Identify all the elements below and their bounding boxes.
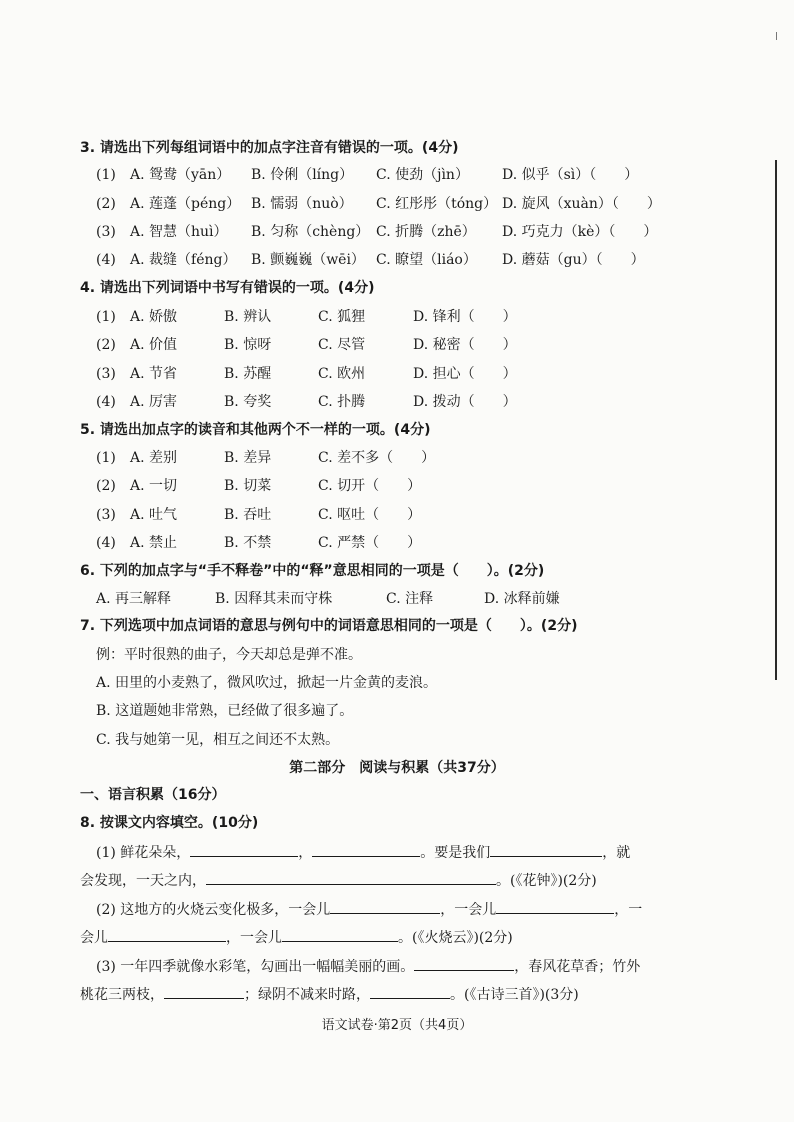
q5-row4-num: (4) (96, 535, 116, 551)
q8-blank-11[interactable] (370, 984, 450, 999)
q8-line6 (80, 984, 579, 1005)
q3-row1-a: A. 鸳鸯（yān） (130, 167, 231, 183)
q7-stem: 7. 下列选项中加点词语的意思与例句中的词语意思相同的一项是（ ）。(2分) (80, 618, 578, 634)
q8-line1-text-d: ，就 (602, 845, 631, 861)
q3-row4-d: D. 蘑菇（gu）（ ） (502, 252, 645, 268)
q3-row4-a: A. 裁缝（féng） (130, 252, 237, 268)
q8-blank-4[interactable] (206, 870, 496, 885)
q4-row4-d: D. 拨动（ ） (413, 394, 517, 410)
q8-line5 (96, 956, 640, 977)
q4-row4-b: B. 夸奖 (224, 394, 272, 410)
q5-row2-b: B. 切菜 (224, 478, 272, 494)
q5-row3-b: B. 吞吐 (224, 507, 272, 523)
q4-row1-c: C. 狐狸 (318, 309, 366, 325)
q4-row1-d: D. 锋利（ ） (413, 309, 517, 325)
q3-row3-d: D. 巧克力（kè）（ ） (502, 224, 658, 240)
q3-row2-c: C. 红彤彤（tóng） (376, 196, 498, 212)
q8-blank-5[interactable] (330, 899, 440, 914)
q5-row1-num: (1) (96, 450, 116, 466)
q8-line1-text-c: 。要是我们 (420, 845, 491, 861)
q3-row3-a: A. 智慧（huì） (130, 224, 228, 240)
q4-row2-c: C. 尽管 (318, 337, 366, 353)
q3-row2-num: (2) (96, 196, 116, 212)
q4-row4-c: C. 扑腾 (318, 394, 366, 410)
q3-row4-b: B. 颤巍巍（wēi） (251, 252, 365, 268)
q7-option-a: A. 田里的小麦熟了，微风吹过，掀起一片金黄的麦浪。 (96, 675, 438, 691)
q4-row4-a: A. 厉害 (130, 394, 178, 410)
q3-stem: 3. 请选出下列每组词语中的加点字注音有错误的一项。(4分) (80, 140, 459, 156)
q8-line3-text-c: ，一 (614, 902, 643, 918)
q4-row3-b: B. 苏醒 (224, 366, 272, 382)
q3-row1-b: B. 伶俐（líng） (251, 167, 354, 183)
q3-row2-b: B. 懦弱（nuò） (251, 196, 353, 212)
q8-blank-6[interactable] (496, 899, 614, 914)
q8-line1-text-b: ， (298, 845, 313, 861)
q6-option-b: B. 因释其耒而守株 (215, 591, 333, 607)
q8-blank-7[interactable] (108, 927, 226, 942)
q4-row2-b: B. 惊呀 (224, 337, 272, 353)
q3-row3-b: B. 匀称（chèng） (251, 224, 370, 240)
q5-row4-c: C. 严禁（ ） (318, 535, 422, 551)
q8-line2 (80, 870, 597, 891)
q4-row4-num: (4) (96, 394, 116, 410)
q5-stem: 5. 请选出加点字的读音和其他两个不一样的一项。(4分) (80, 422, 431, 438)
q8-line2-text-b: 。(《花钟》)(2分) (496, 873, 597, 889)
q8-line3-text-a: (2) 这地方的火烧云变化极多，一会儿 (96, 902, 331, 918)
q5-row4-b: B. 不禁 (224, 535, 272, 551)
q5-row2-num: (2) (96, 478, 116, 494)
q4-row1-num: (1) (96, 309, 116, 325)
q5-row3-a: A. 吐气 (130, 507, 178, 523)
q7-example: 例：平时很熟的曲子，今天却总是弹不准。 (96, 647, 362, 663)
q3-row1-c: C. 使劲（jìn） (376, 167, 469, 183)
q5-row3-c: C. 呕吐（ ） (318, 507, 422, 523)
q4-stem: 4. 请选出下列词语中书写有错误的一项。(4分) (80, 280, 375, 296)
q8-line5-text-b: ，春风花草香；竹外 (514, 959, 641, 975)
q8-line6-text-c: 。(《古诗三首》)(3分) (450, 987, 579, 1003)
q5-row4-a: A. 禁止 (130, 535, 178, 551)
q8-blank-1[interactable] (190, 842, 298, 857)
q4-row3-c: C. 欧州 (318, 366, 366, 382)
q4-row3-a: A. 节省 (130, 366, 178, 382)
binding-line (775, 160, 777, 680)
q8-blank-8[interactable] (282, 927, 398, 942)
q3-row1-num: (1) (96, 167, 116, 183)
q4-row3-num: (3) (96, 366, 116, 382)
page-footer: 语文试卷·第2页（共4页） (321, 1018, 473, 1033)
section1-title: 一、语言积累（16分） (80, 787, 226, 803)
q8-blank-10[interactable] (164, 984, 244, 999)
q5-row1-a: A. 差别 (130, 450, 178, 466)
q4-row1-a: A. 娇傲 (130, 309, 178, 325)
q8-line1 (96, 842, 630, 863)
q4-row2-num: (2) (96, 337, 116, 353)
q8-line2-text-a: 会发现，一天之内， (80, 873, 206, 889)
q3-row3-num: (3) (96, 224, 116, 240)
corner-mark (776, 32, 777, 40)
q8-line3 (96, 899, 642, 920)
q8-blank-3[interactable] (490, 842, 602, 857)
q6-option-c: C. 注释 (386, 591, 434, 607)
q5-row1-c: C. 差不多（ ） (318, 450, 436, 466)
q8-line4-text-b: ，一会儿 (226, 930, 282, 946)
q8-line6-text-a: 桃花三两枝， (80, 987, 164, 1003)
q6-option-a: A. 再三解释 (96, 591, 172, 607)
q3-row3-c: C. 折腾（zhē） (376, 224, 476, 240)
q3-row1-d: D. 似乎（sì）（ ） (502, 167, 639, 183)
q4-row2-d: D. 秘密（ ） (413, 337, 517, 353)
q8-blank-2[interactable] (312, 842, 420, 857)
q3-row4-c: C. 瞭望（liáo） (376, 252, 477, 268)
q8-line6-text-b: ；绿阴不减来时路， (244, 987, 370, 1003)
q8-line4-text-a: 会儿 (80, 930, 108, 946)
q3-row2-d: D. 旋风（xuàn）（ ） (502, 196, 661, 212)
q7-option-b: B. 这道题她非常熟，已经做了很多遍了。 (96, 703, 354, 719)
q7-option-c: C. 我与她第一见，相互之间还不太熟。 (96, 732, 340, 748)
q8-line5-text-a: (3) 一年四季就像水彩笔，勾画出一幅幅美丽的画。 (96, 959, 415, 975)
q4-row2-a: A. 价值 (130, 337, 178, 353)
part2-title: 第二部分 阅读与积累（共37分） (289, 760, 505, 776)
q5-row2-a: A. 一切 (130, 478, 178, 494)
q8-line1-text-a: (1) 鲜花朵朵， (96, 845, 191, 861)
q4-row1-b: B. 辨认 (224, 309, 272, 325)
q5-row2-c: C. 切开（ ） (318, 478, 422, 494)
q6-option-d: D. 冰释前嫌 (484, 591, 560, 607)
q6-stem: 6. 下列的加点字与“手不释卷”中的“释”意思相同的一项是（ ）。(2分) (80, 563, 545, 579)
q8-stem: 8. 按课文内容填空。(10分) (80, 815, 259, 831)
q8-line4 (80, 927, 513, 948)
q5-row1-b: B. 差异 (224, 450, 272, 466)
q3-row4-num: (4) (96, 252, 116, 268)
q4-row3-d: D. 担心（ ） (413, 366, 517, 382)
q5-row3-num: (3) (96, 507, 116, 523)
q8-line4-text-c: 。(《火烧云》)(2分) (398, 930, 513, 946)
q3-row2-a: A. 莲蓬（péng） (130, 196, 241, 212)
q8-line3-text-b: ，一会儿 (440, 902, 497, 918)
q8-blank-9[interactable] (414, 956, 514, 971)
